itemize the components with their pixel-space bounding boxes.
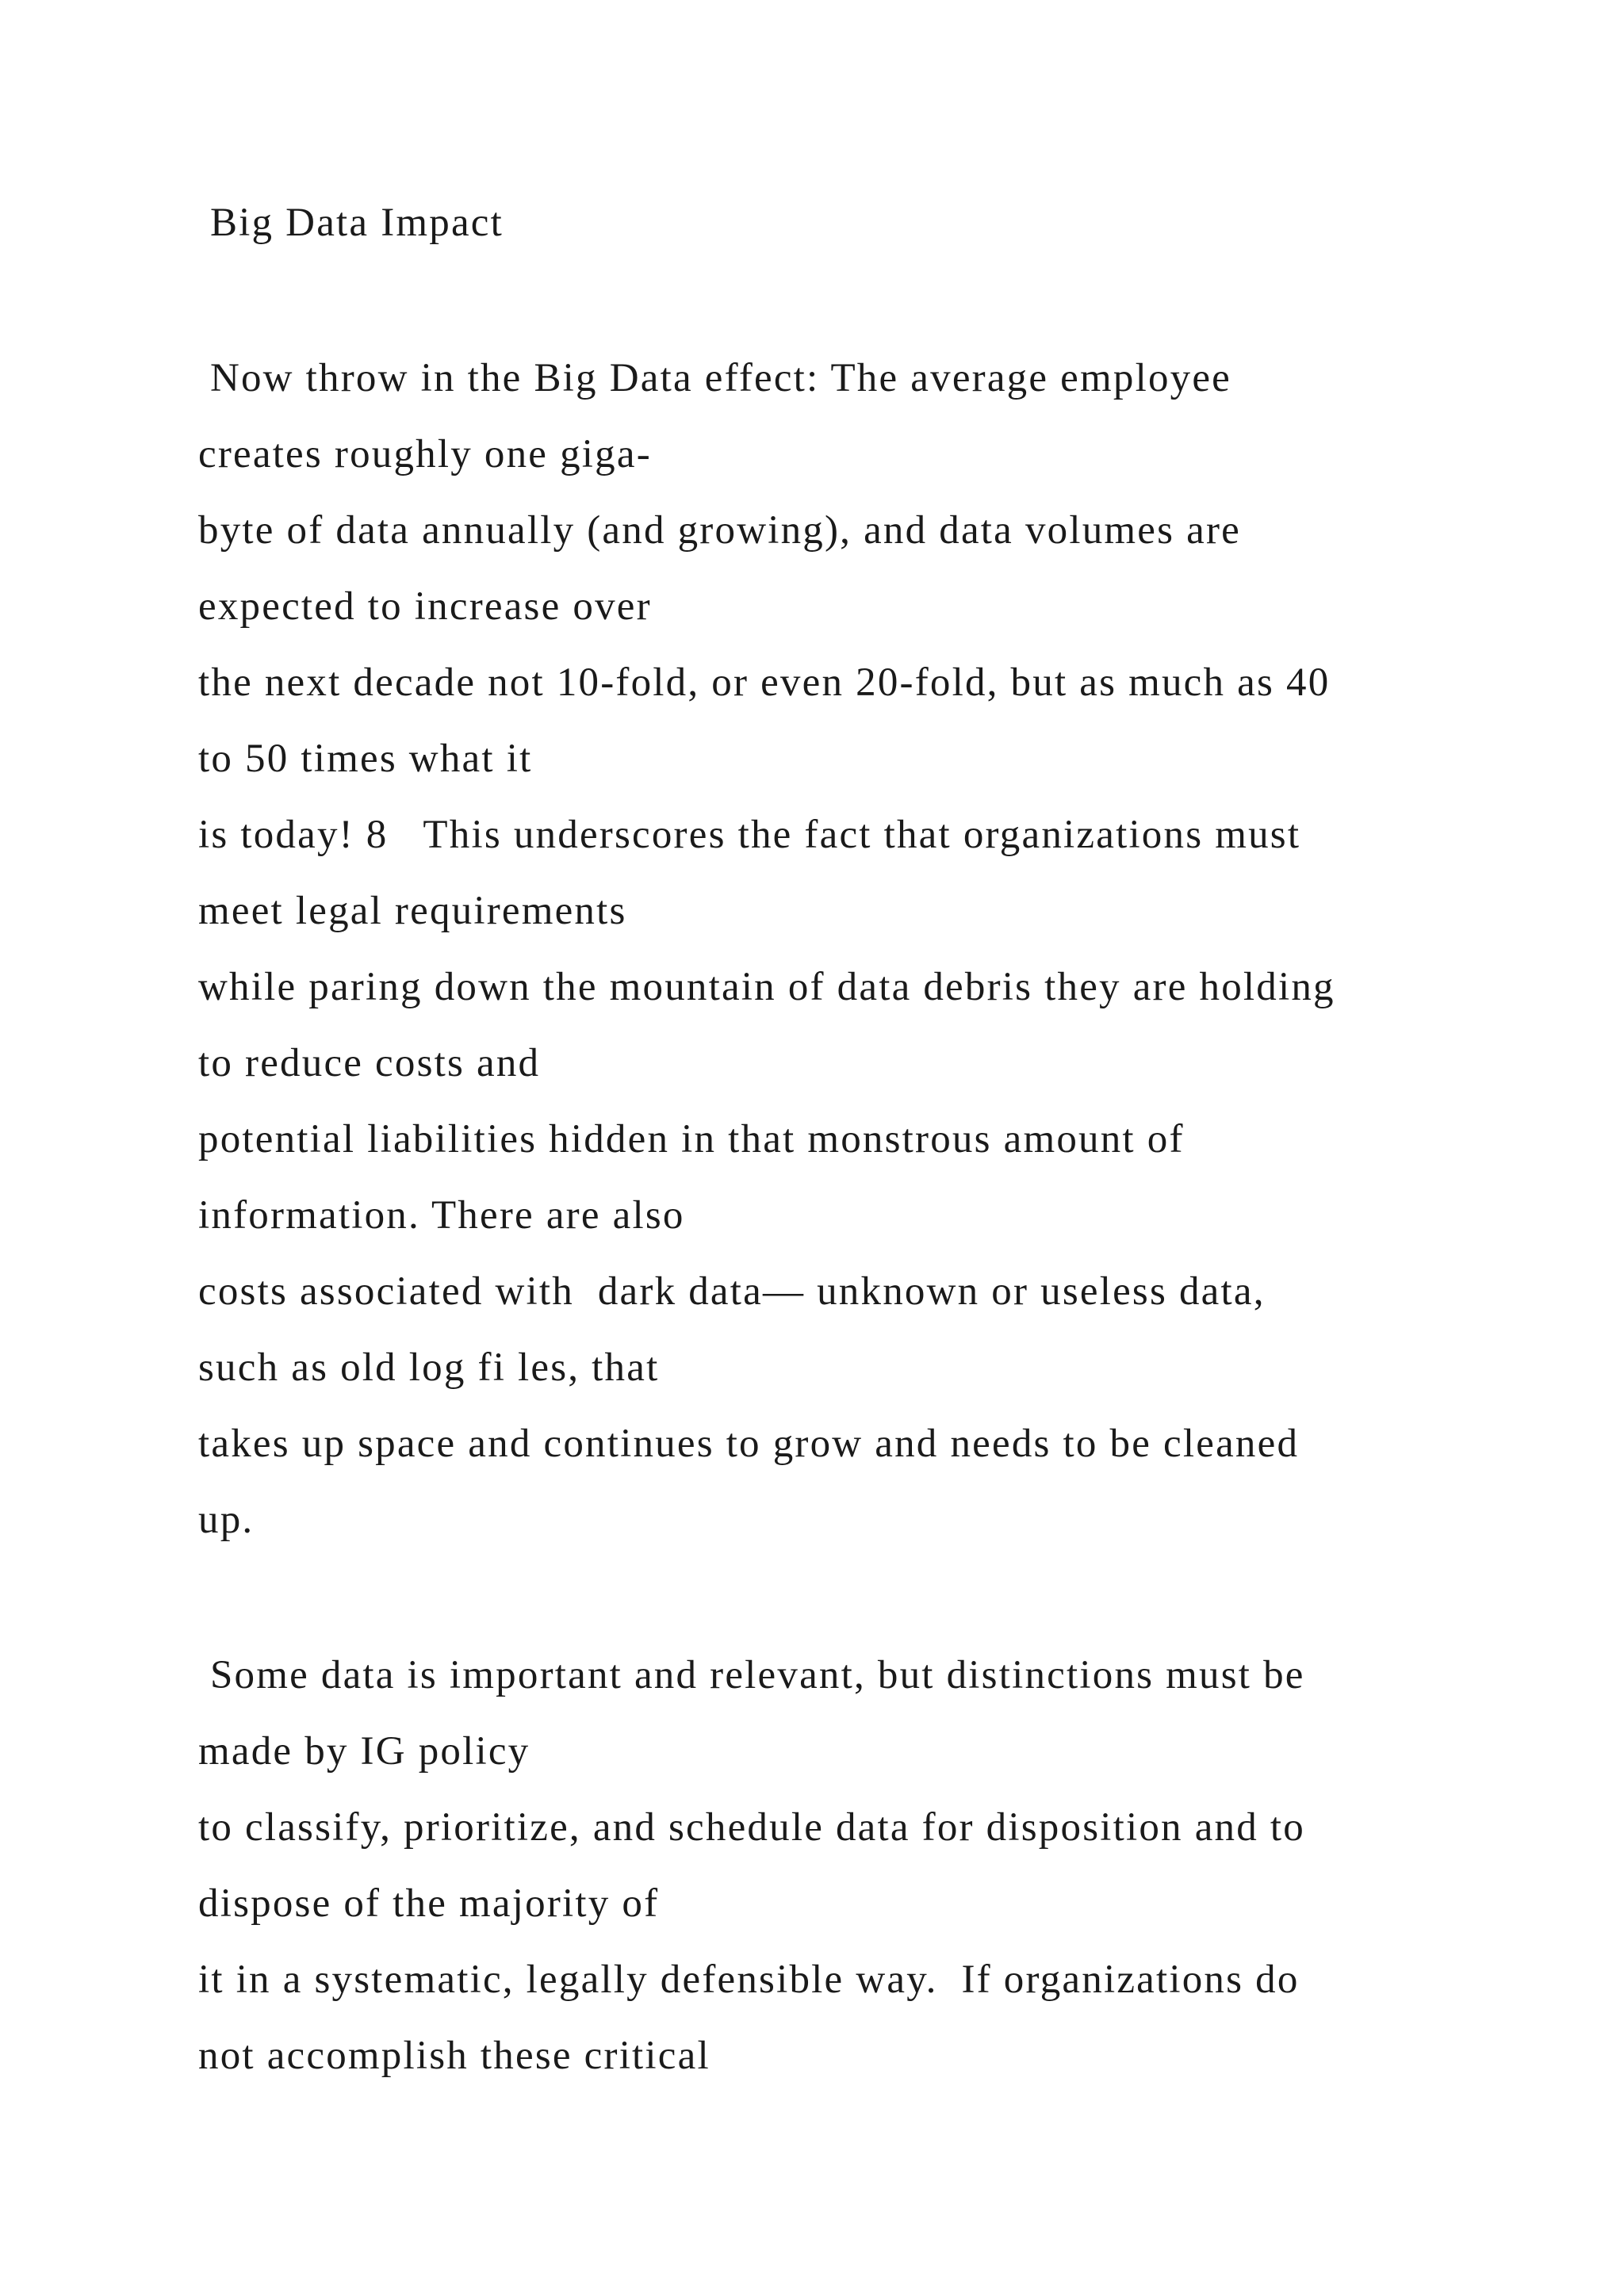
paragraph-line: made by IG policy — [198, 1729, 530, 1774]
paragraph-line: to classify, prioritize, and schedule data for disposition and to — [198, 1805, 1305, 1850]
paragraph-line: to 50 times what it — [198, 737, 533, 781]
paragraph-line: dispose of the majority of — [198, 1881, 660, 1926]
paragraph-line: it in a systematic, legally defensible way. If organizations do — [198, 1957, 1300, 2002]
paragraph-line: takes up space and continues to grow and needs to be cleaned — [198, 1422, 1300, 1466]
paragraph-line: creates roughly one giga- — [198, 432, 652, 476]
paragraph-line: is today! 8 This underscores the fact that organizations must — [198, 813, 1301, 857]
paragraph-line: Some data is important and relevant, but distinctions must be — [198, 1653, 1305, 1697]
paragraph-line: while paring down the mountain of data debris they are holding — [198, 965, 1335, 1009]
paragraph-line: not accomplish these critical — [198, 2034, 710, 2078]
paragraph-line: expected to increase over — [198, 584, 652, 629]
paragraph-line: information. There are also — [198, 1193, 685, 1238]
paragraph-line: such as old log fi les, that — [198, 1345, 660, 1390]
paragraph-line: byte of data annually (and growing), and data volumes are — [198, 508, 1241, 553]
paragraph-line: Now throw in the Big Data effect: The average employee — [198, 356, 1232, 400]
section-heading: Big Data Impact — [198, 201, 504, 245]
paragraph-line: meet legal requirements — [198, 889, 627, 933]
paragraph-line: costs associated with dark data— unknown or useless data, — [198, 1269, 1266, 1314]
paragraph-line: the next decade not 10-fold, or even 20-fold, but as much as 40 — [198, 660, 1331, 705]
paragraph-line: potential liabilities hidden in that monstrous amount of — [198, 1117, 1185, 1161]
paragraph-line: to reduce costs and — [198, 1041, 541, 1085]
paragraph-line: up. — [198, 1498, 255, 1542]
